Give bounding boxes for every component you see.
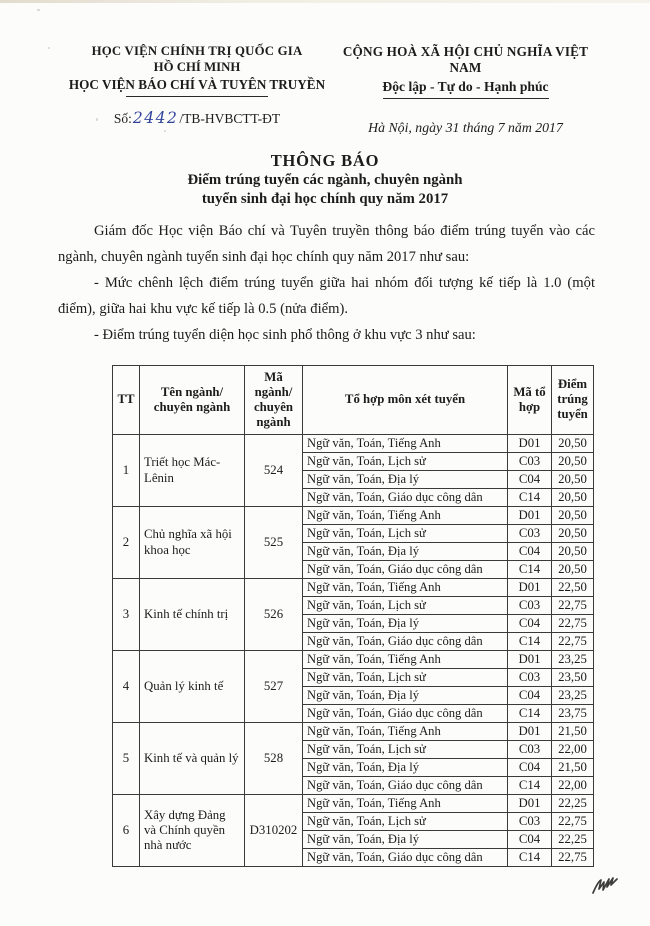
cell-score: 22,00 xyxy=(552,741,594,759)
cell-row-number: 1 xyxy=(113,435,140,507)
cell-major-code: 526 xyxy=(245,579,303,651)
motto-underline xyxy=(383,98,549,99)
header-major-code: Mã ngành/ chuyên ngành xyxy=(245,365,303,434)
cell-subject-combo: Ngữ văn, Toán, Giáo dục công dân xyxy=(303,633,508,651)
cell-combo-code: D01 xyxy=(508,651,552,669)
cell-row-number: 6 xyxy=(113,795,140,867)
cell-subject-combo: Ngữ văn, Toán, Lịch sử xyxy=(303,741,508,759)
cell-major-name: Xây dựng Đảng và Chính quyền nhà nước xyxy=(140,795,245,867)
cell-subject-combo: Ngữ văn, Toán, Lịch sử xyxy=(303,453,508,471)
cell-combo-code: C04 xyxy=(508,687,552,705)
cell-score: 20,50 xyxy=(552,489,594,507)
letterhead xyxy=(0,0,650,136)
cell-major-name: Triết học Mác-Lênin xyxy=(140,435,245,507)
table-row xyxy=(113,795,594,813)
cell-combo-code: D01 xyxy=(508,723,552,741)
cell-score: 21,50 xyxy=(552,723,594,741)
national-motto-block xyxy=(336,44,595,136)
place-date-line: Hà Nội, ngày 31 tháng 7 năm 2017 xyxy=(368,120,563,135)
document-subtitle-line2: tuyển sinh đại học chính quy năm 2017 xyxy=(201,190,449,207)
doc-number-suffix: /TB-HVBCTT-ĐT xyxy=(179,111,281,126)
scan-edge-artifact xyxy=(0,0,650,3)
republic-title: CỘNG HOÀ XÃ HỘI CHỦ NGHĨA VIỆT NAM xyxy=(342,44,589,75)
cell-score: 21,50 xyxy=(552,759,594,777)
cell-subject-combo: Ngữ văn, Toán, Địa lý xyxy=(303,759,508,777)
cell-score: 22,00 xyxy=(552,777,594,795)
cell-combo-code: C14 xyxy=(508,633,552,651)
cell-score: 20,50 xyxy=(552,435,594,453)
cell-subject-combo: Ngữ văn, Toán, Địa lý xyxy=(303,831,508,849)
cell-major-code: 528 xyxy=(245,723,303,795)
cell-major-code: D310202 xyxy=(245,795,303,867)
cell-subject-combo: Ngữ văn, Toán, Lịch sử xyxy=(303,597,508,615)
paragraph-rule: - Mức chênh lệch điểm trúng tuyển giữa hai nhóm đối tượng kế tiếp là 1.0 (một điểm), giữa hai khu vực kế tiếp là 0.5 (nửa điểm). xyxy=(58,274,595,317)
cell-subject-combo: Ngữ văn, Toán, Tiếng Anh xyxy=(303,795,508,813)
table-row xyxy=(113,651,594,669)
cell-combo-code: D01 xyxy=(508,579,552,597)
cell-major-code: 524 xyxy=(245,435,303,507)
doc-number-prefix: Số: xyxy=(113,111,132,126)
cell-major-name: Kinh tế và quản lý xyxy=(140,723,245,795)
cell-score: 23,75 xyxy=(552,705,594,723)
handwritten-initial-mark xyxy=(590,874,622,898)
document-subtitle-line1: Điểm trúng tuyển các ngành, chuyên ngành xyxy=(187,172,463,188)
cell-major-name: Kinh tế chính trị xyxy=(140,579,245,651)
cell-subject-combo: Ngữ văn, Toán, Địa lý xyxy=(303,687,508,705)
cell-combo-code: C04 xyxy=(508,543,552,561)
cell-combo-code: C03 xyxy=(508,453,552,471)
admission-score-table xyxy=(112,365,594,867)
cell-combo-code: C03 xyxy=(508,741,552,759)
table-header-row xyxy=(113,365,594,434)
cell-score: 20,50 xyxy=(552,525,594,543)
cell-combo-code: D01 xyxy=(508,507,552,525)
cell-subject-combo: Ngữ văn, Toán, Tiếng Anh xyxy=(303,507,508,525)
cell-row-number: 2 xyxy=(113,507,140,579)
cell-subject-combo: Ngữ văn, Toán, Giáo dục công dân xyxy=(303,561,508,579)
cell-row-number: 4 xyxy=(113,651,140,723)
cell-subject-combo: Ngữ văn, Toán, Lịch sử xyxy=(303,669,508,687)
cell-subject-combo: Ngữ văn, Toán, Giáo dục công dân xyxy=(303,705,508,723)
cell-score: 23,25 xyxy=(552,651,594,669)
header-tt: TT xyxy=(113,365,140,434)
cell-combo-code: C14 xyxy=(508,849,552,867)
doc-number-handwritten: 2442 xyxy=(132,109,179,127)
cell-score: 22,75 xyxy=(552,849,594,867)
table-row xyxy=(113,723,594,741)
cell-score: 23,50 xyxy=(552,669,594,687)
cell-combo-code: C14 xyxy=(508,561,552,579)
paragraph-intro: Giám đốc Học viện Báo chí và Tuyên truyền thông báo điểm trúng tuyển vào các ngành, chuyên ngành tuyển sinh đại học chính quy năm 2017 như sau: xyxy=(58,222,595,265)
cell-subject-combo: Ngữ văn, Toán, Giáo dục công dân xyxy=(303,777,508,795)
cell-score: 22,50 xyxy=(552,579,594,597)
cell-subject-combo: Ngữ văn, Toán, Lịch sử xyxy=(303,813,508,831)
table-row xyxy=(113,435,594,453)
cell-score: 22,25 xyxy=(552,831,594,849)
header-major-name: Tên ngành/ chuyên ngành xyxy=(140,365,245,434)
motto: Độc lập - Tự do - Hạnh phúc xyxy=(382,79,549,94)
table-row xyxy=(113,579,594,597)
cell-combo-code: C03 xyxy=(508,597,552,615)
org-name: HỌC VIỆN BÁO CHÍ VÀ TUYÊN TRUYỀN xyxy=(68,77,326,92)
table-row xyxy=(113,507,594,525)
cell-major-name: Chủ nghĩa xã hội khoa học xyxy=(140,507,245,579)
cell-combo-code: D01 xyxy=(508,795,552,813)
cell-combo-code: C04 xyxy=(508,759,552,777)
cell-row-number: 5 xyxy=(113,723,140,795)
scan-speck xyxy=(48,47,50,49)
cell-subject-combo: Ngữ văn, Toán, Lịch sử xyxy=(303,525,508,543)
cell-combo-code: C14 xyxy=(508,489,552,507)
org-underline xyxy=(126,96,268,97)
cell-score: 20,50 xyxy=(552,453,594,471)
document-title-block xyxy=(0,151,650,209)
cell-score: 22,75 xyxy=(552,633,594,651)
document-number xyxy=(58,109,336,127)
cell-subject-combo: Ngữ văn, Toán, Tiếng Anh xyxy=(303,579,508,597)
cell-subject-combo: Ngữ văn, Toán, Tiếng Anh xyxy=(303,723,508,741)
cell-combo-code: C14 xyxy=(508,777,552,795)
cell-subject-combo: Ngữ văn, Toán, Giáo dục công dân xyxy=(303,489,508,507)
header-subject-combo: Tổ hợp môn xét tuyển xyxy=(303,365,508,434)
cell-combo-code: C04 xyxy=(508,471,552,489)
cell-score: 22,75 xyxy=(552,615,594,633)
cell-subject-combo: Ngữ văn, Toán, Địa lý xyxy=(303,543,508,561)
cell-row-number: 3 xyxy=(113,579,140,651)
cell-subject-combo: Ngữ văn, Toán, Giáo dục công dân xyxy=(303,849,508,867)
cell-major-code: 525 xyxy=(245,507,303,579)
cell-score: 22,75 xyxy=(552,597,594,615)
org-parent-line2: HỒ CHÍ MINH xyxy=(153,60,241,74)
cell-major-code: 527 xyxy=(245,651,303,723)
org-parent-line1: HỌC VIỆN CHÍNH TRỊ QUỐC GIA xyxy=(91,44,303,58)
cell-combo-code: C14 xyxy=(508,705,552,723)
cell-subject-combo: Ngữ văn, Toán, Địa lý xyxy=(303,615,508,633)
header-score: Điểm trúng tuyển xyxy=(552,365,594,434)
issuing-org-block xyxy=(58,44,336,136)
cell-subject-combo: Ngữ văn, Toán, Tiếng Anh xyxy=(303,651,508,669)
cell-combo-code: C04 xyxy=(508,831,552,849)
cell-combo-code: C04 xyxy=(508,615,552,633)
cell-subject-combo: Ngữ văn, Toán, Địa lý xyxy=(303,471,508,489)
document-title: THÔNG BÁO xyxy=(270,151,380,170)
score-table-body xyxy=(113,435,594,867)
body-text xyxy=(58,219,595,349)
cell-score: 20,50 xyxy=(552,561,594,579)
cell-combo-code: C03 xyxy=(508,669,552,687)
cell-score: 20,50 xyxy=(552,543,594,561)
cell-score: 22,75 xyxy=(552,813,594,831)
paragraph-lead-in: - Điểm trúng tuyển diện học sinh phổ thông ở khu vực 3 như sau: xyxy=(94,326,476,343)
scan-speck xyxy=(164,130,166,132)
cell-subject-combo: Ngữ văn, Toán, Tiếng Anh xyxy=(303,435,508,453)
cell-major-name: Quản lý kinh tế xyxy=(140,651,245,723)
header-combo-code: Mã tổ hợp xyxy=(508,365,552,434)
cell-combo-code: C03 xyxy=(508,525,552,543)
cell-score: 22,25 xyxy=(552,795,594,813)
cell-score: 23,25 xyxy=(552,687,594,705)
cell-score: 20,50 xyxy=(552,471,594,489)
scan-speck xyxy=(96,118,98,121)
cell-combo-code: C03 xyxy=(508,813,552,831)
cell-combo-code: D01 xyxy=(508,435,552,453)
cell-score: 20,50 xyxy=(552,507,594,525)
scan-speck xyxy=(37,9,40,11)
